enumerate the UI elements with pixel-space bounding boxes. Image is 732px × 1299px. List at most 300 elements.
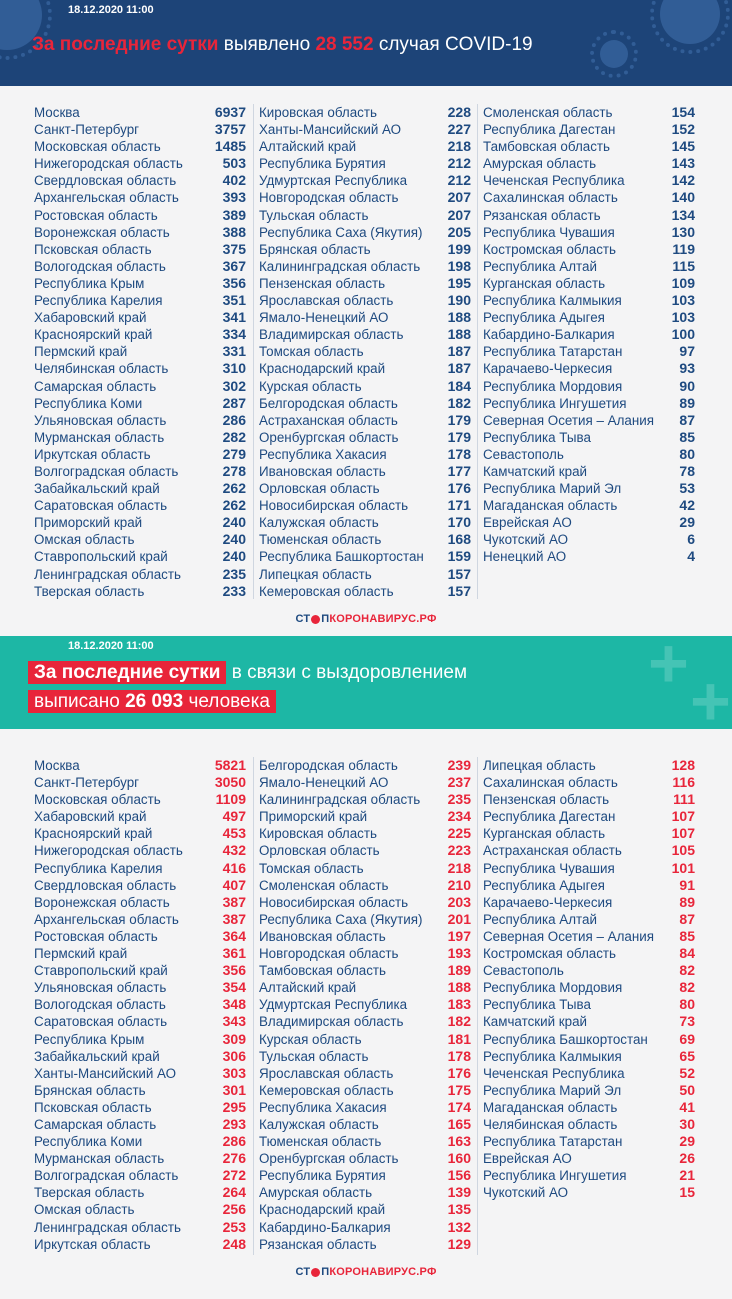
cases-count: 389 bbox=[222, 206, 246, 223]
region-name: Новосибирская область bbox=[259, 498, 409, 514]
recovered-table-row bbox=[483, 1150, 695, 1167]
recovered-count: 387 bbox=[222, 893, 246, 910]
cases-count: 187 bbox=[447, 343, 471, 360]
region-name: Республика Татарстан bbox=[483, 1134, 623, 1150]
region-name: Челябинская область bbox=[34, 361, 169, 377]
cases-count: 168 bbox=[447, 531, 471, 548]
region-name: Еврейская АО bbox=[483, 515, 572, 531]
region-name: Республика Адыгея bbox=[483, 877, 605, 893]
cases-count: 93 bbox=[679, 360, 695, 377]
region-name: Красноярский край bbox=[34, 327, 153, 343]
region-name: Кировская область bbox=[259, 826, 377, 842]
recovered-count: 256 bbox=[222, 1201, 246, 1218]
recovered-count: 41 bbox=[679, 1098, 695, 1115]
recovered-table-row bbox=[483, 1065, 695, 1082]
cases-table-row bbox=[259, 531, 471, 548]
cases-count: 157 bbox=[447, 565, 471, 582]
recovered-count: 188 bbox=[447, 979, 471, 996]
recovered-count: 286 bbox=[222, 1133, 246, 1150]
cases-count: 367 bbox=[222, 257, 246, 274]
recovered-table-row bbox=[483, 1167, 695, 1184]
cases-count: 142 bbox=[671, 172, 695, 189]
region-name: Республика Алтай bbox=[483, 911, 597, 927]
recovered-column-3 bbox=[483, 757, 695, 1201]
cases-count: 143 bbox=[671, 155, 695, 172]
region-name: Костромская область bbox=[483, 946, 617, 962]
cases-total: 28 552 bbox=[315, 34, 374, 55]
region-name: Республика Мордовия bbox=[483, 378, 623, 394]
region-name: Сахалинская область bbox=[483, 775, 618, 791]
region-name: Псковская область bbox=[34, 1099, 152, 1115]
cases-table-row bbox=[259, 172, 471, 189]
recovered-table-row bbox=[34, 1031, 246, 1048]
cases-count: 334 bbox=[222, 326, 246, 343]
recovered-table-row bbox=[34, 1201, 246, 1218]
recovered-table-row bbox=[483, 1184, 695, 1201]
recovered-count: 364 bbox=[222, 927, 246, 944]
recovered-count: 139 bbox=[447, 1184, 471, 1201]
recovered-table-row bbox=[259, 996, 471, 1013]
cases-count: 187 bbox=[447, 360, 471, 377]
cases-table-row bbox=[34, 121, 246, 138]
recovered-count: 165 bbox=[447, 1115, 471, 1132]
cases-table-row bbox=[483, 395, 695, 412]
recovered-table-row bbox=[34, 877, 246, 894]
recovered-table-row bbox=[483, 842, 695, 859]
cases-table-row bbox=[259, 275, 471, 292]
recovered-count: 89 bbox=[679, 893, 695, 910]
recovered-count: 183 bbox=[447, 996, 471, 1013]
recovered-count: 306 bbox=[222, 1047, 246, 1064]
recovered-table-row bbox=[259, 911, 471, 928]
cases-count: 287 bbox=[222, 394, 246, 411]
recovered-count: 69 bbox=[679, 1030, 695, 1047]
region-name: Курганская область bbox=[483, 275, 606, 291]
cases-table-row bbox=[259, 583, 471, 600]
region-name: Тамбовская область bbox=[259, 963, 387, 979]
region-name: Краснодарский край bbox=[259, 361, 386, 377]
cases-count: 205 bbox=[447, 223, 471, 240]
logo-text-part: КОРОНАВИРУС.РФ bbox=[329, 613, 437, 625]
region-name: Курская область bbox=[259, 1031, 362, 1047]
cases-count: 286 bbox=[222, 411, 246, 428]
region-name: Северная Осетия – Алания bbox=[483, 928, 654, 944]
recovered-table-row bbox=[259, 1099, 471, 1116]
recovered-count: 85 bbox=[679, 927, 695, 944]
cases-table-row bbox=[259, 189, 471, 206]
cases-table-row bbox=[34, 343, 246, 360]
recovered-table-row bbox=[259, 1201, 471, 1218]
recovered-table-row bbox=[34, 1236, 246, 1253]
region-name: Ульяновская область bbox=[34, 412, 167, 428]
recovered-title-tail: человека bbox=[183, 691, 270, 712]
cases-count: 90 bbox=[679, 377, 695, 394]
recovered-table-row bbox=[34, 1065, 246, 1082]
region-name: Ярославская область bbox=[259, 293, 394, 309]
cases-count: 218 bbox=[447, 138, 471, 155]
cases-count: 1485 bbox=[214, 138, 246, 155]
cases-table-row bbox=[34, 326, 246, 343]
recovered-count: 116 bbox=[672, 774, 695, 791]
recovered-title-prefix: выписано bbox=[34, 691, 126, 712]
cases-count: 240 bbox=[222, 531, 246, 548]
recovered-count: 235 bbox=[447, 791, 471, 808]
recovered-table-row bbox=[259, 774, 471, 791]
recovered-count: 203 bbox=[447, 893, 471, 910]
cases-count: 184 bbox=[447, 377, 471, 394]
recovered-count: 73 bbox=[679, 1013, 695, 1030]
cases-count: 53 bbox=[679, 480, 695, 497]
region-name: Воронежская область bbox=[34, 224, 170, 240]
region-name: Белгородская область bbox=[259, 395, 398, 411]
cases-table-row bbox=[34, 514, 246, 531]
recovered-count: 432 bbox=[222, 842, 246, 859]
recovered-table-row bbox=[483, 945, 695, 962]
region-name: Республика Бурятия bbox=[259, 1168, 386, 1184]
cases-table-row bbox=[259, 241, 471, 258]
region-name: Пермский край bbox=[34, 344, 128, 360]
cases-table-row bbox=[34, 360, 246, 377]
recovered-table-row bbox=[483, 979, 695, 996]
region-name: Республика Крым bbox=[34, 275, 145, 291]
cases-count: 178 bbox=[447, 445, 471, 462]
logo-text-part: КОРОНАВИРУС.РФ bbox=[329, 1266, 437, 1278]
cases-title-mid: выявлено bbox=[218, 34, 316, 55]
recovered-count: 189 bbox=[447, 962, 471, 979]
region-name: Кабардино-Балкария bbox=[483, 327, 615, 343]
region-name: Тюменская область bbox=[259, 532, 382, 548]
region-name: Орловская область bbox=[259, 481, 380, 497]
region-name: Республика Ингушетия bbox=[483, 1168, 627, 1184]
cases-count: 157 bbox=[447, 582, 471, 599]
region-name: Псковская область bbox=[34, 241, 152, 257]
recovered-count: 163 bbox=[447, 1133, 471, 1150]
recovered-count: 356 bbox=[222, 962, 246, 979]
region-name: Ростовская область bbox=[34, 928, 158, 944]
recovered-table-row bbox=[483, 1048, 695, 1065]
virus-decoration-icon bbox=[600, 40, 628, 68]
cases-count: 212 bbox=[447, 155, 471, 172]
cases-table-row bbox=[259, 412, 471, 429]
recovered-count: 3050 bbox=[214, 774, 246, 791]
cases-table-row bbox=[34, 378, 246, 395]
region-name: Ивановская область bbox=[259, 463, 386, 479]
recovered-table-row bbox=[483, 860, 695, 877]
cases-count: 240 bbox=[222, 548, 246, 565]
recovered-count: 82 bbox=[679, 979, 695, 996]
cases-table-row bbox=[259, 326, 471, 343]
region-name: Севастополь bbox=[483, 446, 564, 462]
cases-table-row bbox=[34, 138, 246, 155]
region-name: Ямало-Ненецкий АО bbox=[259, 775, 389, 791]
recovered-count: 234 bbox=[447, 808, 471, 825]
cases-count: 331 bbox=[222, 343, 246, 360]
cases-table-row bbox=[259, 121, 471, 138]
cases-table-row bbox=[483, 326, 695, 343]
recovered-title-line1 bbox=[28, 662, 467, 684]
cases-count: 4 bbox=[687, 548, 695, 565]
region-name: Брянская область bbox=[34, 1082, 146, 1098]
region-name: Ярославская область bbox=[259, 1065, 394, 1081]
recovered-count: 416 bbox=[222, 859, 246, 876]
region-name: Иркутская область bbox=[34, 446, 151, 462]
recovered-table-row bbox=[34, 911, 246, 928]
region-name: Чеченская Республика bbox=[483, 1065, 625, 1081]
region-name: Тверская область bbox=[34, 1185, 145, 1201]
recovered-table-row bbox=[34, 808, 246, 825]
cases-count: 188 bbox=[447, 309, 471, 326]
cases-count: 3757 bbox=[214, 121, 246, 138]
recovered-table-row bbox=[259, 860, 471, 877]
region-name: Липецкая область bbox=[483, 758, 596, 773]
region-name: Ивановская область bbox=[259, 928, 386, 944]
cases-table-row bbox=[483, 224, 695, 241]
region-name: Смоленская область bbox=[259, 877, 389, 893]
cases-table-row bbox=[483, 104, 695, 121]
region-name: Курская область bbox=[259, 378, 362, 394]
cases-table-row bbox=[483, 275, 695, 292]
recovered-count: 135 bbox=[447, 1201, 471, 1218]
recovered-table-row bbox=[259, 1116, 471, 1133]
region-name: Республика Алтай bbox=[483, 258, 597, 274]
region-name: Санкт-Петербург bbox=[34, 122, 140, 138]
region-name: Москва bbox=[34, 105, 80, 120]
region-name: Кемеровская область bbox=[259, 1082, 394, 1098]
recovered-count: 105 bbox=[671, 842, 695, 859]
recovered-count: 1109 bbox=[215, 791, 246, 808]
recovered-count: 453 bbox=[222, 825, 246, 842]
region-name: Республика Татарстан bbox=[483, 344, 623, 360]
cases-table-row bbox=[483, 463, 695, 480]
cases-table-row bbox=[483, 514, 695, 531]
cases-table-row bbox=[259, 224, 471, 241]
recovered-count: 295 bbox=[222, 1098, 246, 1115]
cases-count: 80 bbox=[679, 445, 695, 462]
logo-stop-icon bbox=[311, 1268, 320, 1277]
cases-count: 310 bbox=[222, 360, 246, 377]
region-name: Республика Башкортостан bbox=[483, 1031, 648, 1047]
region-name: Кировская область bbox=[259, 105, 377, 120]
recovered-table-row bbox=[34, 979, 246, 996]
cases-table-row bbox=[483, 531, 695, 548]
region-name: Ставропольский край bbox=[34, 549, 168, 565]
cases-table-row bbox=[483, 155, 695, 172]
recovered-count: 276 bbox=[222, 1150, 246, 1167]
cases-table-row bbox=[34, 224, 246, 241]
cases-count: 170 bbox=[447, 514, 471, 531]
cases-table-row bbox=[483, 446, 695, 463]
region-name: Удмуртская Республика bbox=[259, 997, 408, 1013]
cases-table-row bbox=[483, 548, 695, 565]
cases-count: 177 bbox=[447, 462, 471, 479]
region-name: Забайкальский край bbox=[34, 481, 160, 497]
plus-decoration-icon: + bbox=[648, 636, 689, 702]
cases-count: 89 bbox=[679, 394, 695, 411]
recovered-table-row bbox=[483, 1031, 695, 1048]
region-name: Республика Марий Эл bbox=[483, 1082, 622, 1098]
cases-count: 152 bbox=[671, 121, 695, 138]
recovered-table-row bbox=[34, 894, 246, 911]
recovered-table-row bbox=[483, 962, 695, 979]
recovered-count: 26 bbox=[679, 1150, 695, 1167]
cases-count: 279 bbox=[222, 445, 246, 462]
cases-table-row bbox=[259, 463, 471, 480]
region-name: Астраханская область bbox=[259, 412, 398, 428]
region-name: Брянская область bbox=[259, 241, 371, 257]
region-name: Санкт-Петербург bbox=[34, 775, 140, 791]
region-name: Архангельская область bbox=[34, 911, 179, 927]
region-name: Камчатский край bbox=[483, 463, 588, 479]
region-name: Республика Адыгея bbox=[483, 310, 605, 326]
cases-table-row bbox=[34, 480, 246, 497]
region-name: Ростовская область bbox=[34, 207, 158, 223]
recovered-table-row bbox=[34, 1082, 246, 1099]
region-name: Ставропольский край bbox=[34, 963, 168, 979]
region-name: Камчатский край bbox=[483, 1014, 588, 1030]
cases-table-row bbox=[483, 309, 695, 326]
region-name: Саратовская область bbox=[34, 1014, 168, 1030]
region-name: Ленинградская область bbox=[34, 1219, 181, 1235]
cases-table-row bbox=[483, 378, 695, 395]
region-name: Амурская область bbox=[259, 1185, 373, 1201]
region-name: Омская область bbox=[34, 1202, 135, 1218]
cases-table-row bbox=[259, 446, 471, 463]
region-name: Приморский край bbox=[259, 809, 368, 825]
cases-table-row bbox=[483, 189, 695, 206]
cases-count: 393 bbox=[222, 189, 246, 206]
region-name: Забайкальский край bbox=[34, 1048, 160, 1064]
cases-table-row bbox=[259, 566, 471, 583]
recovered-table-row bbox=[259, 842, 471, 859]
region-name: Свердловская область bbox=[34, 877, 177, 893]
cases-count: 212 bbox=[447, 172, 471, 189]
cases-count: 190 bbox=[447, 292, 471, 309]
recovered-table-row bbox=[259, 1133, 471, 1150]
recovered-table-row bbox=[259, 1065, 471, 1082]
recovered-count: 309 bbox=[222, 1030, 246, 1047]
recovered-table-row bbox=[34, 1150, 246, 1167]
region-name: Алтайский край bbox=[259, 139, 357, 155]
region-name: Удмуртская Республика bbox=[259, 173, 408, 189]
cases-table-row bbox=[259, 395, 471, 412]
recovered-table-row bbox=[34, 757, 246, 774]
region-name: Тульская область bbox=[259, 207, 369, 223]
recovered-count: 87 bbox=[679, 910, 695, 927]
region-name: Московская область bbox=[34, 792, 161, 808]
recovered-table-row bbox=[259, 962, 471, 979]
cases-table-row bbox=[259, 429, 471, 446]
cases-table-row bbox=[483, 207, 695, 224]
recovered-table-row bbox=[483, 825, 695, 842]
recovered-count: 107 bbox=[671, 825, 695, 842]
cases-count: 375 bbox=[222, 240, 246, 257]
region-name: Красноярский край bbox=[34, 826, 153, 842]
recovered-table-row bbox=[259, 1219, 471, 1236]
recovered-count: 343 bbox=[222, 1013, 246, 1030]
region-name: Тульская область bbox=[259, 1048, 369, 1064]
column-divider bbox=[477, 757, 478, 1255]
cases-count: 100 bbox=[671, 326, 695, 343]
recovered-table-row bbox=[259, 1013, 471, 1030]
recovered-date: 18.12.2020 11:00 bbox=[68, 640, 154, 652]
region-name: Республика Крым bbox=[34, 1031, 145, 1047]
cases-title-lead: За последние сутки bbox=[32, 34, 219, 55]
recovered-table-row bbox=[34, 791, 246, 808]
region-name: Самарская область bbox=[34, 1116, 157, 1132]
region-name: Курганская область bbox=[483, 826, 606, 842]
recovered-count: 210 bbox=[447, 876, 471, 893]
region-name: Хабаровский край bbox=[34, 809, 147, 825]
cases-count: 145 bbox=[671, 138, 695, 155]
region-name: Московская область bbox=[34, 139, 161, 155]
cases-count: 278 bbox=[222, 462, 246, 479]
cases-table-row bbox=[483, 172, 695, 189]
recovered-count: 156 bbox=[447, 1167, 471, 1184]
cases-table-row bbox=[34, 104, 246, 121]
recovered-count: 197 bbox=[447, 927, 471, 944]
cases-count: 195 bbox=[447, 274, 471, 291]
recovered-table-row bbox=[259, 894, 471, 911]
cases-table-row bbox=[483, 241, 695, 258]
cases-count: 103 bbox=[671, 292, 695, 309]
region-name: Республика Хакасия bbox=[259, 1099, 387, 1115]
recovered-count: 132 bbox=[447, 1218, 471, 1235]
region-name: Республика Карелия bbox=[34, 860, 163, 876]
recovered-count: 407 bbox=[222, 876, 246, 893]
recovered-count: 52 bbox=[679, 1064, 695, 1081]
region-name: Тверская область bbox=[34, 583, 145, 599]
recovered-table-row bbox=[483, 774, 695, 791]
cases-count: 199 bbox=[447, 240, 471, 257]
recovered-table-row bbox=[259, 877, 471, 894]
recovered-count: 361 bbox=[222, 945, 246, 962]
region-name: Омская область bbox=[34, 532, 135, 548]
cases-table-row bbox=[259, 378, 471, 395]
region-name: Республика Саха (Якутия) bbox=[259, 224, 423, 240]
recovered-table-row bbox=[483, 1013, 695, 1030]
cases-count: 262 bbox=[222, 480, 246, 497]
recovered-count: 248 bbox=[222, 1235, 246, 1252]
recovered-count: 84 bbox=[679, 945, 695, 962]
recovered-count: 175 bbox=[447, 1081, 471, 1098]
recovered-count: 29 bbox=[679, 1133, 695, 1150]
region-name: Пермский край bbox=[34, 946, 128, 962]
logo-text-part: П bbox=[321, 1266, 330, 1278]
recovered-table-row bbox=[34, 1133, 246, 1150]
recovered-count: 301 bbox=[222, 1081, 246, 1098]
region-name: Хабаровский край bbox=[34, 310, 147, 326]
region-name: Пензенская область bbox=[259, 275, 386, 291]
cases-count: 29 bbox=[679, 514, 695, 531]
region-name: Республика Дагестан bbox=[483, 809, 616, 825]
region-name: Республика Башкортостан bbox=[259, 549, 424, 565]
recovered-table-row bbox=[483, 757, 695, 774]
recovered-count: 497 bbox=[222, 808, 246, 825]
region-name: Кабардино-Балкария bbox=[259, 1219, 391, 1235]
region-name: Республика Калмыкия bbox=[483, 1048, 622, 1064]
recovered-table-row bbox=[259, 1236, 471, 1253]
cases-table-row bbox=[34, 446, 246, 463]
recovered-table-row bbox=[483, 1099, 695, 1116]
cases-table-row bbox=[483, 292, 695, 309]
cases-table-row bbox=[483, 343, 695, 360]
region-name: Новосибирская область bbox=[259, 894, 409, 910]
cases-table-row bbox=[34, 172, 246, 189]
cases-count: 154 bbox=[671, 104, 695, 120]
region-name: Иркутская область bbox=[34, 1236, 151, 1252]
recovered-table-row bbox=[259, 808, 471, 825]
cases-table-row bbox=[259, 155, 471, 172]
